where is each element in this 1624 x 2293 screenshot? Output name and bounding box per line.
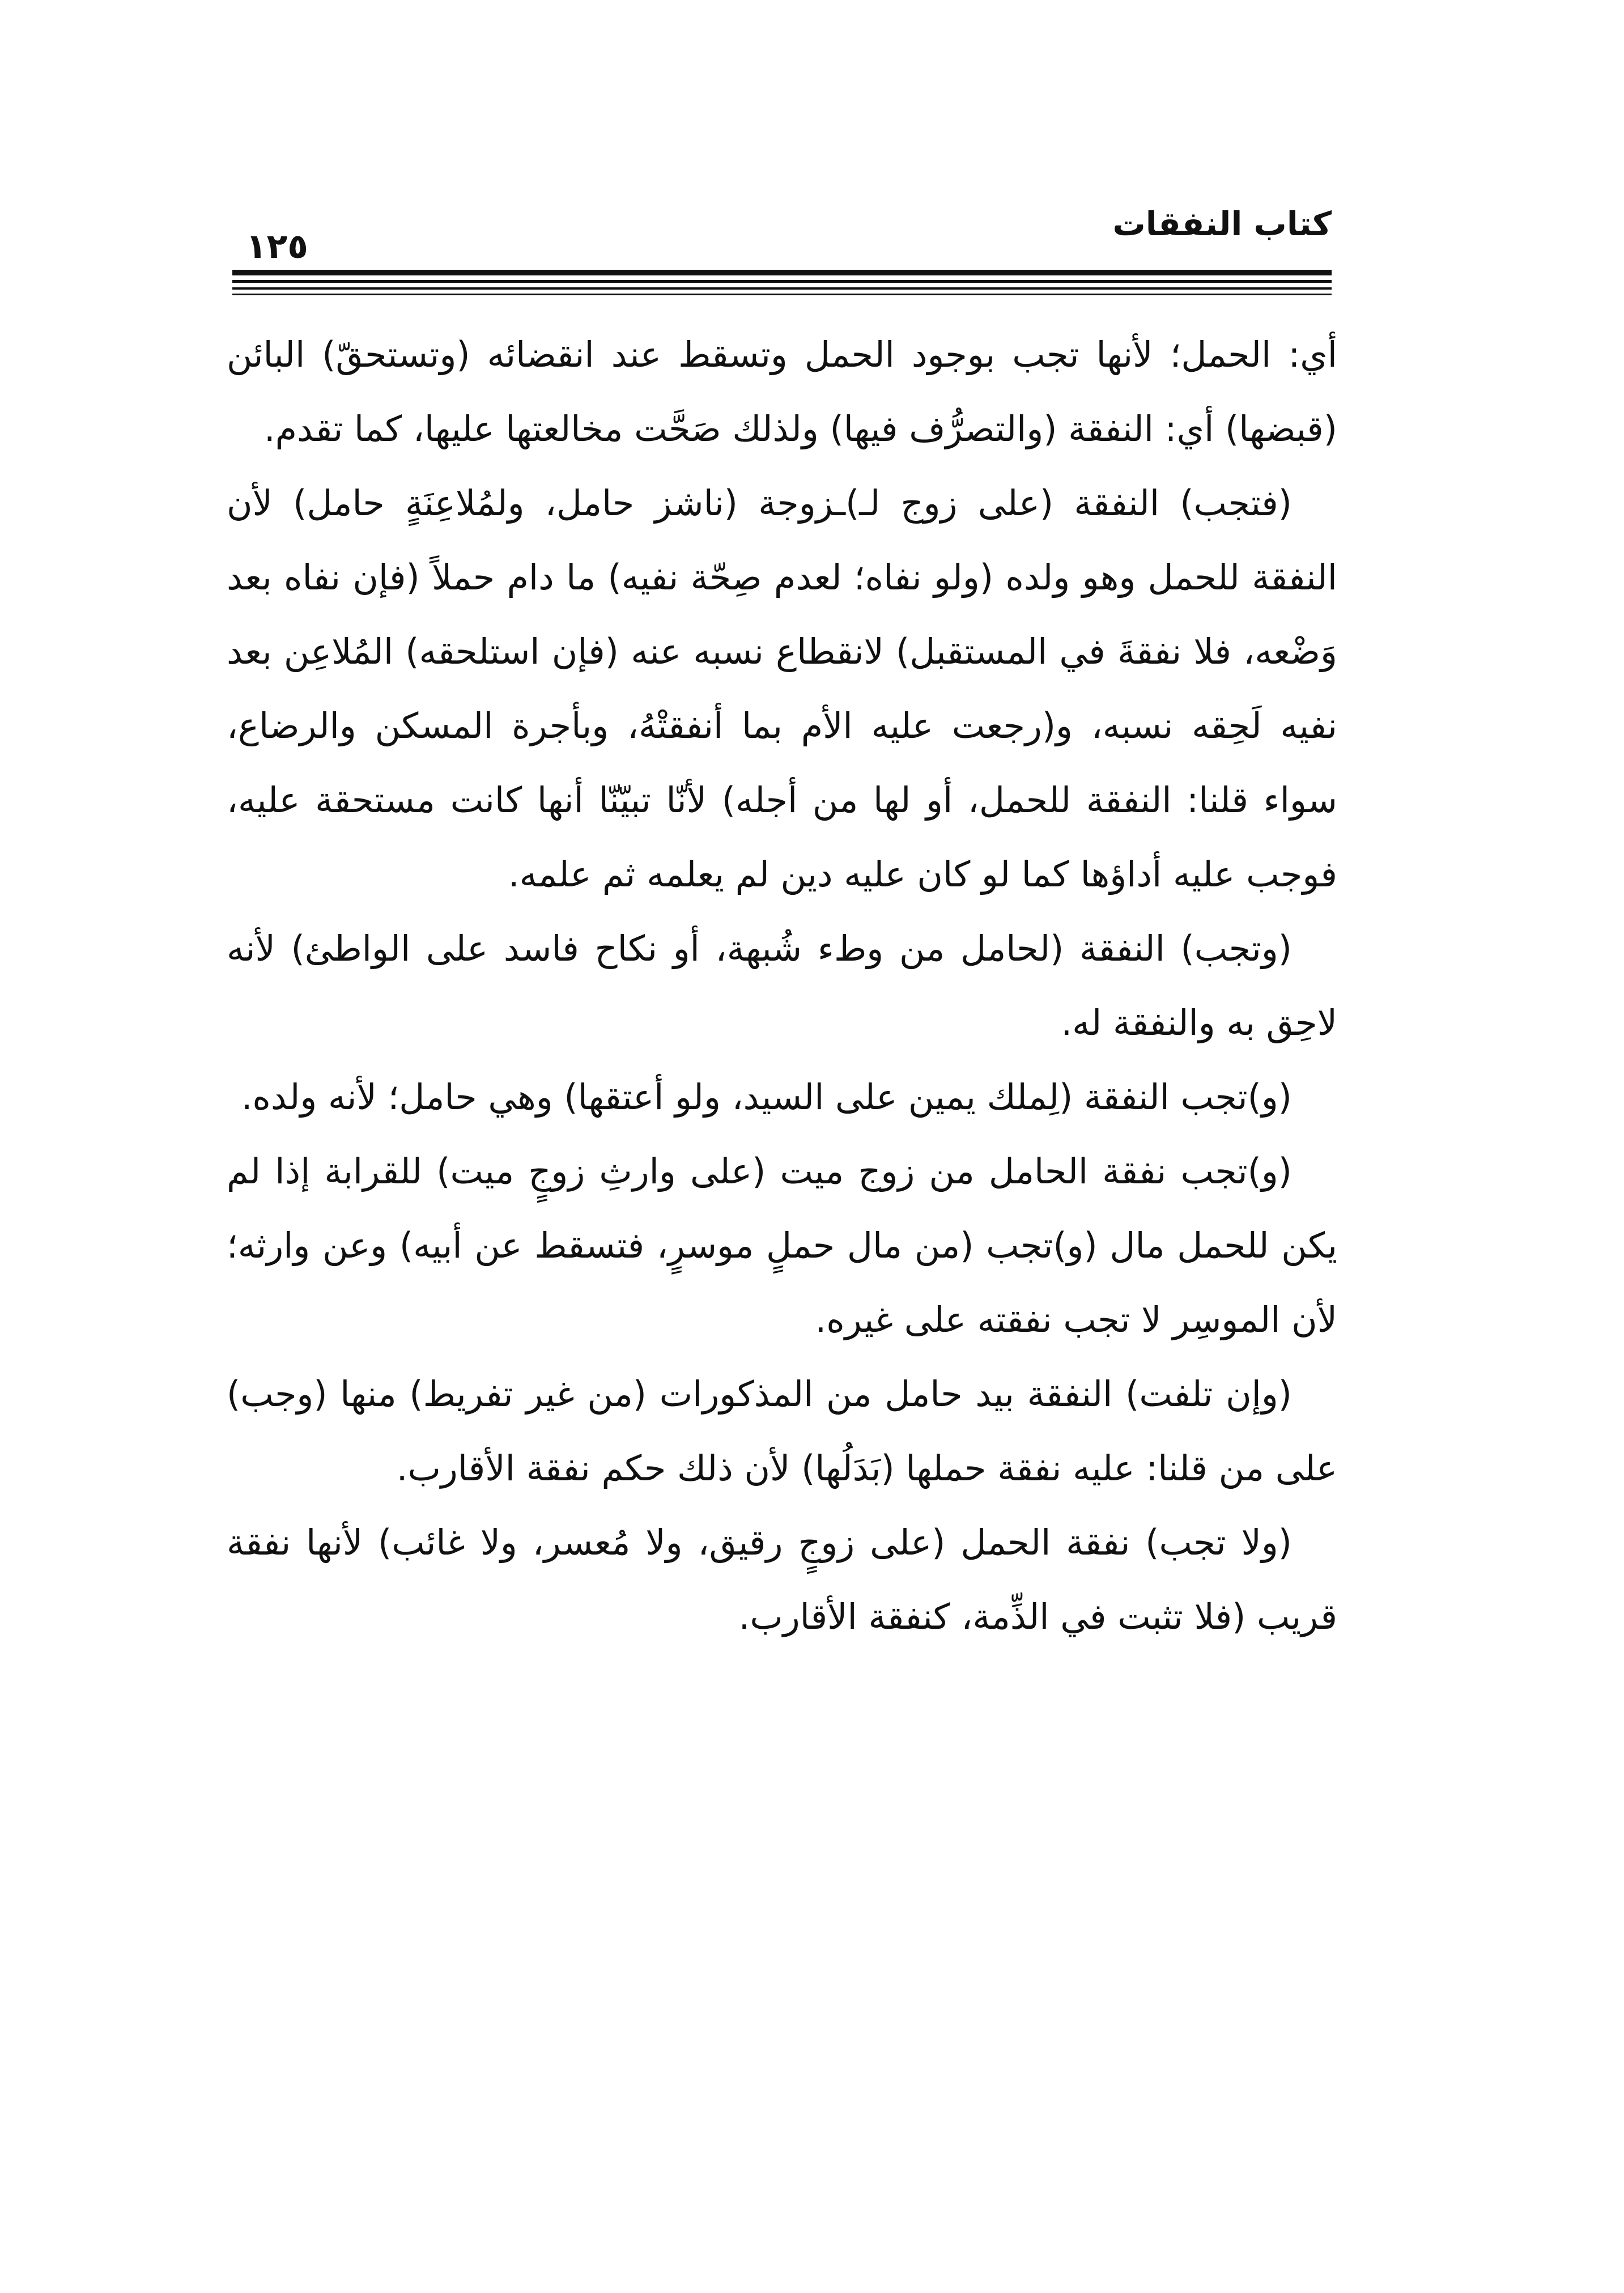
page-body: [227, 317, 1337, 2074]
page-number: ١٢٥: [246, 227, 308, 266]
page-header: [232, 204, 1332, 272]
paragraph: أي: الحمل؛ لأنها تجب بوجود الحمل وتسقط عند انقضائه (وتستحقّ) البائن (قبضها) أي: النفقة (والتصرُّف فيها) ولذلك صَحَّت مخالعتها عليها، كما تقدم.: [227, 334, 1337, 449]
paragraph: (وإن تلفت) النفقة بيد حامل من المذكورات (من غير تفريط) منها (وجب) على من قلنا: عليه نفقة حملها (بَدَلُها) لأن ذلك حكم نفقة الأقارب.: [227, 1373, 1337, 1489]
paragraph: (ولا تجب) نفقة الحمل (على زوجٍ رقيق، ولا مُعسر، ولا غائب) لأنها نفقة قريب (فلا تثبت في الذِّمة، كنفقة الأقارب.: [227, 1522, 1337, 1637]
paragraph: (فتجب) النفقة (على زوج لـ)ـزوجة (ناشز حامل، ولمُلاعِنَةٍ حامل) لأن النفقة للحمل وهو ولده (ولو نفاه؛ لعدم صِحّة نفيه) ما دام حملاً (فإن نفاه بعد وَضْعه، فلا نفقةَ في المستقبل) لانقطاع نسبه عنه (فإن استلحقه) المُلاعِن بعد نفيه لَحِقه نسبه، و(رجعت عليه الأم بما أنفقتْهُ، وبأجرة المسكن والرضاع، سواء قلنا: النفقة للحمل، أو لها من أجله) لأنّا تبيّنّا أنها كانت مستحقة عليه، فوجب عليه أداؤها كما لو كان عليه دين لم يعلمه ثم علمه.: [227, 482, 1337, 895]
header-rule: [232, 280, 1332, 283]
paragraph: (و)تجب نفقة الحامل من زوج ميت (على وارثِ زوجٍ ميت) للقرابة إذا لم يكن للحمل مال (و)تجب (من مال حملٍ موسرٍ، فتسقط عن أبيه) وعن وارثه؛ لأن الموسِر لا تجب نفقته على غيره.: [227, 1150, 1337, 1340]
running-title: كتاب النفقات: [1112, 205, 1332, 243]
header-rule: [232, 287, 1332, 290]
header-rule: [232, 294, 1332, 295]
paragraph: (و)تجب النفقة (لِملك يمين على السيد، ولو أعتقها) وهي حامل؛ لأنه ولده.: [241, 1076, 1292, 1118]
header-rule: [232, 270, 1332, 275]
paragraph: (وتجب) النفقة (لحامل من وطء شُبهة، أو نكاح فاسد على الواطئ) لأنه لاحِق به والنفقة له.: [227, 928, 1337, 1043]
